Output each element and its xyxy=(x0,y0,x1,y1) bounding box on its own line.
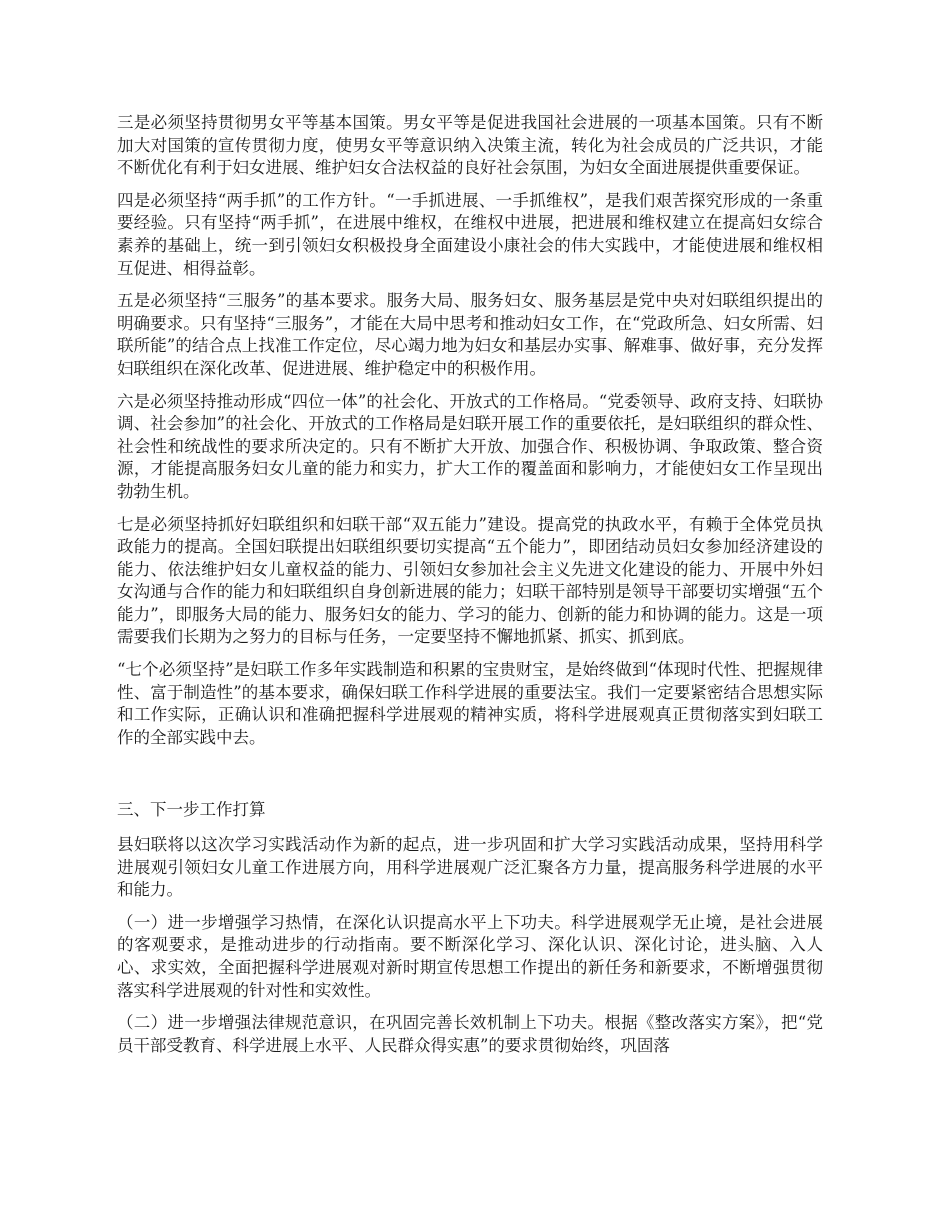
document-body xyxy=(117,112,823,1067)
paragraph-two-hands: 四是必须坚持“两手抓”的工作方针。“一手抓进展、一手抓维权”，是我们艰苦探究形成的一条重要经验。只有坚持“两手抓”，在进展中维权，在维权中进展，把进展和维权建立在提高妇女综合素养的基础上，统一到引领妇女积极投身全面建设小康社会的伟大实践中，才能使进展和维权相互促进、相得益彰。 xyxy=(117,190,823,278)
paragraph-three-services: 五是必须坚持“三服务”的基本要求。服务大局、服务妇女、服务基层是党中央对妇联组织提出的明确要求。只有坚持“三服务”，才能在大局中思考和推动妇女工作，在“党政所急、妇女所需、妇联所能”的结合点上找准工作定位，尽心竭力地为妇女和基层办实事、解难事、做好事，充分发挥妇联组织在深化改革、促进进展、维护稳定中的积极作用。 xyxy=(117,291,823,378)
paragraph-double-five-abilities: 七是必须坚持抓好妇联组织和妇联干部“双五能力”建设。提高党的执政水平，有赖于全体党员执政能力的提高。全国妇联提出妇联组织要切实提高“五个能力”，即团结动员妇女参加经济建设的能力、依法维护妇女儿童权益的能力、引领妇女参加社会主义先进文化建设的能力、开展中外妇女沟通与合作的能力和妇联组织自身创新进展的能力；妇联干部特别是领导干部要切实增强“五个能力”，即服务大局的能力、服务妇女的能力、学习的能力、创新的能力和协调的能力。这是一项需要我们长期为之努力的目标与任务，一定要坚持不懈地抓紧、抓实、抓到底。 xyxy=(117,514,823,647)
section-heading: 三、下一步工作打算 xyxy=(117,800,266,820)
paragraph-next-steps-item-2: （二）进一步增强法律规范意识，在巩固完善长效机制上下功夫。根据《整改落实方案》，把“党员干部受教育、科学进展上水平、人民群众得实惠”的要求贯彻始终，巩固落 xyxy=(117,1013,823,1055)
paragraph-seven-musts: “七个必须坚持”是妇联工作多年实践制造和积累的宝贵财宝，是始终做到“体现时代性、把握规律性、富于制造性”的基本要求，确保妇联工作科学进展的重要法宝。我们一定要紧密结合思想实际和工作实际，正确认识和准确把握科学进展观的精神实质，将科学进展观真正贯彻落实到妇联工作的全部实践中去。 xyxy=(117,660,823,747)
paragraph-four-in-one: 六是必须坚持推动形成“四位一体”的社会化、开放式的工作格局。“党委领导、政府支持、妇联协调、社会参加”的社会化、开放式的工作格局是妇联开展工作的重要依托，是妇联组织的群众性、社会性和统战性的要求所决定的。只有不断扩大开放、加强合作、积极协调、争取政策、整合资源，才能提高服务妇女儿童的能力和实力，扩大工作的覆盖面和影响力，才能使妇女工作呈现出勃勃生机。 xyxy=(117,391,823,501)
paragraph-next-steps-item-1: （一）进一步增强学习热情，在深化认识提高水平上下功夫。科学进展观学无止境，是社会进展的客观要求，是推动进步的行动指南。要不断深化学习、深化认识、深化讨论，进头脑、入人心、求实效，全面把握科学进展观对新时期宣传思想工作提出的新任务和新要求，不断增强贯彻落实科学进展观的针对性和实效性。 xyxy=(117,912,823,1000)
paragraph-next-steps-intro: 县妇联将以这次学习实践活动作为新的起点，进一步巩固和扩大学习实践活动成果，坚持用科学进展观引领妇女儿童工作进展方向，用科学进展观广泛汇聚各方力量，提高服务科学进展的水平和能力。 xyxy=(117,835,823,900)
paragraph-gender-equality: 三是必须坚持贯彻男女平等基本国策。男女平等是促进我国社会进展的一项基本国策。只有不断加大对国策的宣传贯彻力度，使男女平等意识纳入决策主流，转化为社会成员的广泛共识，才能不断优化有利于妇女进展、维护妇女合法权益的良好社会氛围，为妇女全面进展提供重要保证。 xyxy=(117,113,823,178)
